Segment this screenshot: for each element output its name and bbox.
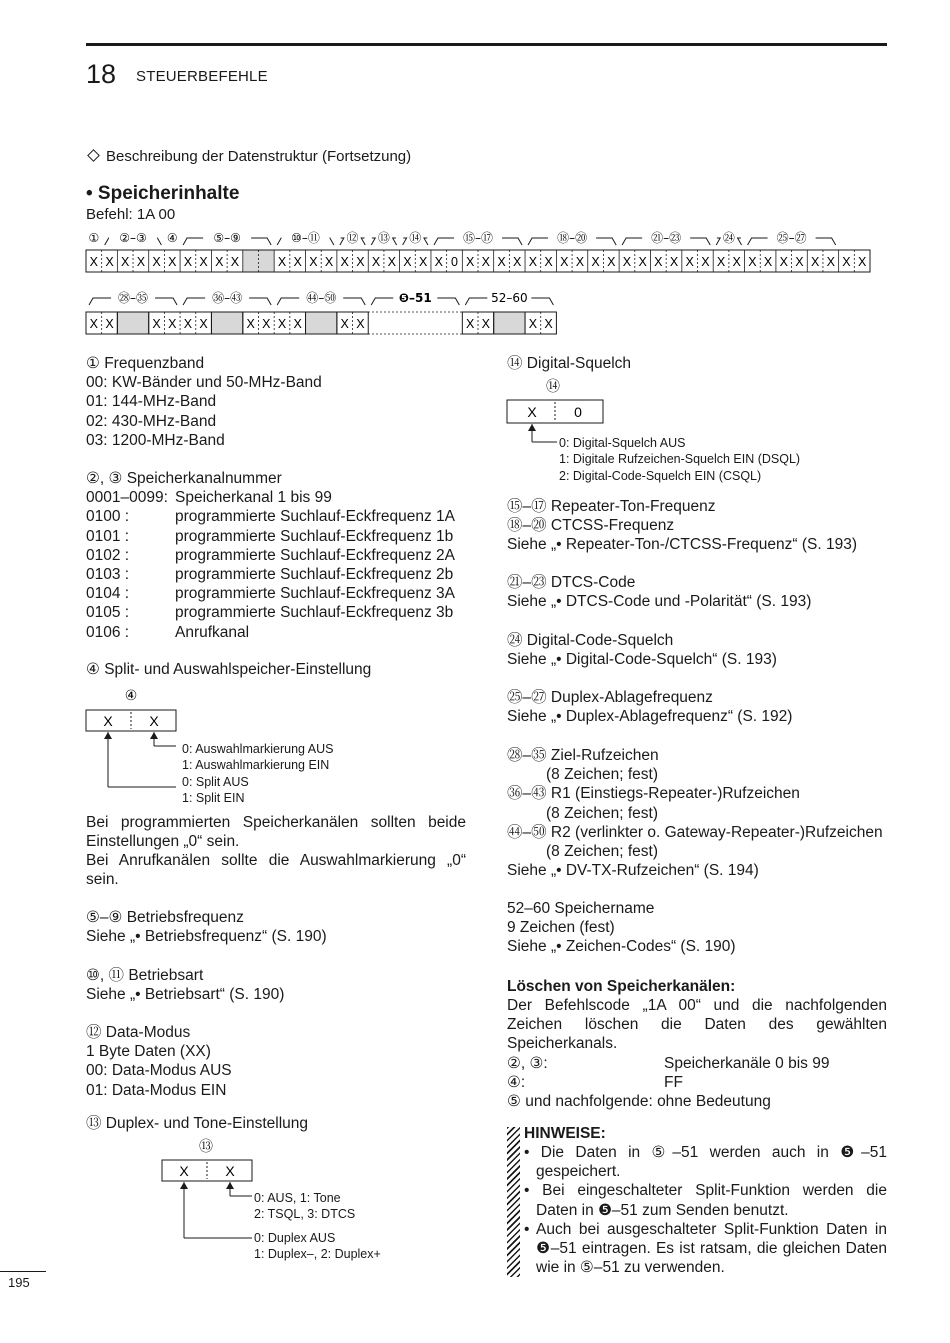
diagram-cell: X: [199, 255, 208, 269]
channel-value: programmierte Suchlauf-Eckfrequenz 1A: [175, 508, 455, 526]
name-title: 52–60 Speichername: [507, 900, 655, 917]
opfreq-title: ⑤–⑨ Betriebsfrequenz: [86, 909, 244, 926]
split-box-cell: X: [103, 713, 113, 729]
diagram-cell: X: [779, 255, 788, 269]
chapter-number: 18: [86, 59, 117, 89]
diagram-cell: X: [168, 317, 177, 331]
split-para-1: Bei programmierten Speicherkanälen sollten beide Einstellungen „0“ sein.: [86, 814, 466, 851]
dcs-title: ㉔ Digital-Code-Squelch: [507, 632, 674, 649]
tone-line: ⑱–⑳ CTCSS-Frequenz: [507, 517, 675, 535]
channel-key: 0001–0099:: [86, 489, 168, 507]
diagram-cell: X: [277, 255, 287, 269]
header-rule: [86, 43, 887, 46]
diagram-cell: X: [763, 255, 773, 269]
diagram-cell: X: [89, 317, 99, 331]
diagram-cell: X: [795, 255, 804, 269]
diagram-bracket: [183, 298, 205, 305]
diagram-cell: X: [842, 255, 851, 269]
diagram-cell: X: [716, 255, 726, 269]
duplex-box-cell: X: [179, 1163, 189, 1179]
duplex-notes-inner: [254, 1190, 355, 1223]
diagram-bracket: [371, 238, 375, 245]
duplex-note: 0: Duplex AUS: [254, 1231, 336, 1245]
diagram-cell: X: [277, 317, 287, 331]
datamode-line: 01: Data-Modus EIN: [86, 1081, 227, 1099]
diagram-bracket: [465, 298, 487, 305]
diagram-blank-cell: [243, 250, 274, 272]
freq-band-line: 02: 430-MHz-Band: [86, 412, 217, 430]
channel-key: 0101 :: [86, 527, 130, 545]
diagram-cell: X: [262, 317, 271, 331]
diagram-cell: X: [183, 255, 193, 269]
channel-row: [86, 603, 455, 622]
diagram-blank-cell: [211, 312, 242, 334]
diagram-cell: X: [152, 317, 161, 331]
channel-value: programmierte Suchlauf-Eckfrequenz 1b: [175, 527, 454, 545]
diagram-blank-cell: [117, 312, 148, 334]
diagram-label: 52–60: [491, 291, 528, 305]
datamode-title: ⑫ Data-Modus: [86, 1024, 191, 1041]
diagram-cell: X: [669, 255, 679, 269]
diagram-cell: X: [340, 255, 349, 269]
diagram-cell: X: [356, 255, 365, 269]
dsql-note: 1: Digitale Rufzeichen-Squelch EIN (DSQL): [559, 452, 801, 467]
callsign-line: ㊹–㊿ R2 (verlinkter o. Gateway-Repeater-)Rufzeichen: [507, 823, 883, 841]
dsql-title: ⑭ Digital-Squelch: [507, 355, 632, 372]
channel-key: 0103 :: [86, 566, 130, 584]
duplex-note: 2: TSQL, 3: DTCS: [254, 1207, 356, 1222]
duplex-box-label: ⑬: [199, 1139, 213, 1155]
diagram-cell: X: [591, 255, 600, 269]
diagram-cell: X: [403, 255, 412, 269]
notes-hatch-bar: [507, 1127, 520, 1277]
diagram-bracket: [277, 238, 281, 245]
diagram-cell: X: [560, 255, 569, 269]
diagram-cell: X: [136, 255, 146, 269]
diagram-row1-cells: [86, 250, 870, 272]
notes-title: HINWEISE:: [524, 1125, 606, 1142]
footer-rule: [0, 1271, 46, 1272]
diagram-label: ㉔: [722, 231, 735, 245]
diagram-cell: X: [622, 255, 632, 269]
diagram-cell: X: [434, 255, 443, 269]
freq-band-line: 00: KW-Bänder und 50-MHz-Band: [86, 374, 322, 392]
diagram-cell: X: [481, 255, 491, 269]
split-note: 0: Auswahlmarkierung AUS: [182, 742, 334, 756]
delete-title: Löschen von Speicherkanälen:: [507, 978, 736, 995]
freq-band-line: 01: 144-MHz-Band: [86, 393, 217, 411]
name-ref: Siehe „• Zeichen-Codes“ (S. 190): [507, 938, 736, 956]
diagram-bracket: [105, 238, 109, 245]
dcs-ref: Siehe „• Digital-Code-Squelch“ (S. 193): [507, 651, 777, 669]
diagram-bracket: [371, 298, 393, 305]
diagram-bracket: [716, 238, 720, 245]
diagram-bracket: [343, 298, 365, 305]
diagram-cell: X: [105, 255, 114, 269]
section-subtitle-text: Beschreibung der Datenstruktur (Fortsetzung): [106, 148, 412, 165]
callsign-line: ㊱–㊸ R1 (Einstiegs-Repeater-)Rufzeichen: [507, 785, 800, 803]
dsql-note: 2: Digital-Code-Squelch EIN (CSQL): [559, 468, 762, 483]
diagram-cell: X: [607, 255, 616, 269]
split-note: 1: Split EIN: [182, 790, 245, 805]
diagram-bracket: [424, 238, 428, 245]
diagram-cell: X: [152, 255, 161, 269]
diagram-cell: X: [465, 317, 475, 331]
dsql-notes: [559, 435, 800, 484]
delete-para: Der Befehlscode „1A 00“ und die nachfolgenden Zeichen löschen die Daten des gewählten Speicherkanals.: [507, 997, 887, 1053]
diagram-bracket: [249, 298, 271, 305]
diagram-bracket: [403, 238, 407, 245]
channel-value: Anrufkanal: [175, 623, 250, 641]
diagram-row1-labels: [88, 231, 835, 245]
split-notes-inner: [182, 741, 333, 806]
delete-value: Speicherkanäle 0 bis 99: [664, 1055, 830, 1072]
callsign-ref: Siehe „• DV-TX-Rufzeichen“ (S. 194): [507, 862, 759, 880]
diagram-cell: X: [857, 255, 867, 269]
diagram-cell: 0: [451, 255, 458, 269]
datamode-line: 1 Byte Daten (XX): [86, 1043, 211, 1061]
diagram-cell: X: [685, 255, 694, 269]
duplex-title: ⑬ Duplex- und Tone-Einstellung: [86, 1115, 309, 1132]
section-title: • Speicherinhalte: [86, 183, 240, 204]
opfreq-ref: Siehe „• Betriebsfrequenz“ (S. 190): [86, 928, 327, 946]
channel-row: [86, 527, 455, 546]
diagram-cell: X: [638, 255, 647, 269]
diagram-label: ④: [166, 231, 178, 245]
delete-value: FF: [664, 1074, 683, 1092]
diagram-cell: X: [371, 255, 381, 269]
diagram-bracket: [393, 238, 397, 245]
diagram-cell: X: [465, 255, 475, 269]
diagram-label: ②–③: [119, 231, 147, 245]
channel-title: ②, ③ Speicherkanalnummer: [86, 470, 282, 487]
diagram-cell: X: [340, 317, 349, 331]
name-section: [507, 899, 736, 957]
delete-last: ⑤ und nachfolgende: ohne Bedeutung: [507, 1093, 771, 1111]
diagram-bracket: [748, 238, 768, 245]
tone-ref: Siehe „• Repeater-Ton-/CTCSS-Frequenz“ (S. 193): [507, 536, 858, 554]
diagram-cell: X: [826, 255, 835, 269]
diagram-cell: X: [732, 255, 741, 269]
delete-rows: [507, 1054, 829, 1112]
callsign-sub: (8 Zeichen; fest): [546, 766, 658, 784]
diagram-label: ⑮–⑰: [462, 231, 494, 245]
channel-key: 0102 :: [86, 546, 130, 564]
diagram-bracket: [155, 298, 177, 305]
mode-title: ⑩, ⑪ Betriebsart: [86, 967, 204, 984]
diagram-bracket: [183, 238, 203, 245]
diagram-cell: X: [293, 255, 302, 269]
diagram-label: ⑫: [346, 231, 359, 245]
dcs-section: [507, 631, 777, 669]
channel-row: [86, 546, 455, 565]
diagram-bracket: [277, 298, 299, 305]
callsign-sub: (8 Zeichen; fest): [546, 843, 658, 861]
callsign-section: [507, 746, 883, 880]
diagram-cell: X: [183, 317, 193, 331]
channel-value: programmierte Suchlauf-Eckfrequenz 3b: [175, 604, 454, 622]
name-line: 9 Zeichen (fest): [507, 919, 615, 937]
diagram-label: ⑱–⑳: [557, 231, 588, 245]
diagram-cell: X: [356, 317, 365, 331]
duplex-notes-outer: [254, 1230, 381, 1263]
dtcs-section: [507, 573, 811, 611]
diagram-cell: X: [105, 317, 114, 331]
diagram-cell: X: [418, 255, 428, 269]
notes-list: [524, 1143, 887, 1277]
diagram-row2-cells: [86, 312, 556, 334]
diamond-icon: [87, 149, 100, 162]
diagram-label: ⑤–⑨: [213, 231, 241, 245]
offset-ref: Siehe „• Duplex-Ablagefrequenz“ (S. 192): [507, 708, 793, 726]
dsql-box-cell: X: [527, 404, 537, 420]
diagram-cell: X: [89, 255, 99, 269]
dtcs-title: ㉑–㉓ DTCS-Code: [507, 574, 636, 591]
chapter-title: STEUERBEFEHLE: [136, 68, 268, 85]
note-item: • Bei eingeschalteter Split-Funktion werden die Daten in ❺–51 zum Senden benutzt.: [524, 1182, 887, 1219]
split-title: ④ Split- und Auswahlspeicher-Einstellung: [86, 661, 372, 678]
diagram-cell: X: [168, 255, 177, 269]
delete-row: [507, 1054, 829, 1073]
diagram-bracket: [434, 238, 454, 245]
tone-section: [507, 497, 857, 555]
duplex-box-cell: X: [225, 1163, 235, 1179]
mode-ref: Siehe „• Betriebsart“ (S. 190): [86, 986, 285, 1004]
data-structure-diagram: [84, 226, 884, 340]
freq-band-section: [86, 354, 322, 450]
diagram-cell: X: [810, 255, 820, 269]
delete-key: ②, ③:: [507, 1055, 548, 1072]
diagram-label: ㊹–㊿: [306, 291, 337, 305]
delete-row: [507, 1073, 829, 1092]
diagram-cell: X: [121, 255, 130, 269]
channel-key: 0100 :: [86, 508, 130, 526]
diagram-bracket: [690, 238, 710, 245]
duplex-note: 1: Duplex–, 2: Duplex+: [254, 1247, 381, 1262]
diagram-blank-cell: [494, 312, 525, 334]
callsign-line: ㉘–㉟ Ziel-Rufzeichen: [507, 747, 659, 764]
diagram-label: ⑭: [409, 231, 422, 245]
diagram-cell: X: [309, 255, 318, 269]
channel-row: [86, 584, 455, 603]
diagram-cell: X: [544, 317, 553, 331]
split-box-label: ④: [124, 688, 138, 704]
diagram-cell: X: [230, 255, 240, 269]
split-box-cell: X: [149, 713, 159, 729]
dsql-note: 0: Digital-Squelch AUS: [559, 436, 686, 450]
channel-value: Speicherkanal 1 bis 99: [175, 489, 332, 507]
channel-section: [86, 469, 455, 642]
diagram-cell: X: [293, 317, 302, 331]
diagram-label: ㉑–㉓: [651, 231, 682, 245]
diagram-cell: X: [544, 255, 553, 269]
channel-key: 0104 :: [86, 585, 130, 603]
channel-key: 0105 :: [86, 604, 130, 622]
diagram-bracket: [340, 238, 344, 245]
channel-row: [86, 507, 455, 526]
datamode-section: [86, 1023, 232, 1100]
note-item: • Die Daten in ⑤–51 werden auch in ❺–51 gespeichert.: [524, 1144, 887, 1181]
diagram-cell: X: [654, 255, 663, 269]
diagram-bracket: [251, 238, 271, 245]
offset-section: [507, 688, 792, 726]
diagram-bracket: [361, 238, 365, 245]
diagram-bracket: [502, 238, 522, 245]
note-item: • Auch bei ausgeschalteter Split-Funktion Daten in ❺–51 eintragen. Es ist ratsam, die gleichen Daten wie in ⑤–51 zu verwenden.: [524, 1220, 887, 1277]
dsql-box-label: ⑭: [546, 379, 560, 395]
diagram-label: ⑩–⑪: [291, 231, 320, 245]
channel-key: 0106 :: [86, 623, 130, 641]
section-subtitle: [86, 148, 411, 165]
freq-band-line: 03: 1200-MHz-Band: [86, 431, 225, 449]
diagram-bracket: [596, 238, 616, 245]
mode-section: [86, 966, 284, 1004]
diagram-cell: X: [513, 255, 522, 269]
channel-value: programmierte Suchlauf-Eckfrequenz 2A: [175, 546, 455, 564]
diagram-cell: X: [481, 317, 491, 331]
diagram-label: ①: [88, 231, 100, 245]
freq-band-title: ① Frequenzband: [86, 355, 205, 372]
diagram-bracket: [816, 238, 836, 245]
channel-row: [86, 623, 455, 642]
diagram-row2-labels: [89, 291, 553, 305]
diagram-label: ㉘–㉟: [118, 291, 149, 305]
diagram-cell: X: [199, 317, 208, 331]
diagram-bracket: [528, 238, 548, 245]
diagram-cell: X: [215, 255, 224, 269]
diagram-cell: X: [246, 317, 255, 331]
diagram-cell: X: [701, 255, 710, 269]
tone-line: ⑮–⑰ Repeater-Ton-Frequenz: [507, 498, 716, 515]
diagram-label: ㉕–㉗: [776, 231, 807, 245]
diagram-cell: X: [528, 317, 538, 331]
offset-title: ㉕–㉗ Duplex-Ablagefrequenz: [507, 689, 713, 706]
opfreq-section: [86, 908, 327, 946]
diagram-bracket: [89, 298, 111, 305]
diagram-bracket: [738, 238, 742, 245]
delete-key: ④:: [507, 1074, 526, 1092]
diagram-cell: X: [575, 255, 585, 269]
page-number: 195: [8, 1275, 30, 1290]
diagram-cell: X: [528, 255, 538, 269]
datamode-line: 00: Data-Modus AUS: [86, 1062, 232, 1080]
diagram-bracket: [330, 238, 334, 245]
callsign-sub: (8 Zeichen; fest): [546, 804, 658, 822]
command-line: Befehl: 1A 00: [86, 206, 176, 223]
diagram-bracket: [531, 298, 553, 305]
diagram-blank-cell: [306, 312, 337, 334]
channel-value: programmierte Suchlauf-Eckfrequenz 3A: [175, 585, 455, 603]
diagram-cell: X: [748, 255, 757, 269]
diagram-bracket: [622, 238, 642, 245]
channel-row: [86, 565, 455, 584]
diagram-bracket: [437, 298, 459, 305]
diagram-cell: X: [324, 255, 334, 269]
duplex-note: 0: AUS, 1: Tone: [254, 1191, 341, 1205]
diagram-bracket: [157, 238, 161, 245]
dsql-box-cell: 0: [574, 404, 582, 420]
diagram-cell: X: [497, 255, 506, 269]
split-para-2: Bei Anrufkanälen sollte die Auswahlmarkierung „0“ sein.: [86, 852, 466, 889]
diagram-label: ㊱–㊸: [212, 291, 243, 305]
diagram-label: ❺–51: [398, 291, 432, 305]
diagram-cell: X: [387, 255, 396, 269]
diagram-label: ⑬: [377, 231, 390, 245]
channel-row: [86, 488, 455, 507]
split-note: 0: Split AUS: [182, 774, 249, 789]
dtcs-ref: Siehe „• DTCS-Code und -Polarität“ (S. 193): [507, 593, 812, 611]
split-note: 1: Auswahlmarkierung EIN: [182, 758, 330, 773]
channel-value: programmierte Suchlauf-Eckfrequenz 2b: [175, 566, 454, 584]
